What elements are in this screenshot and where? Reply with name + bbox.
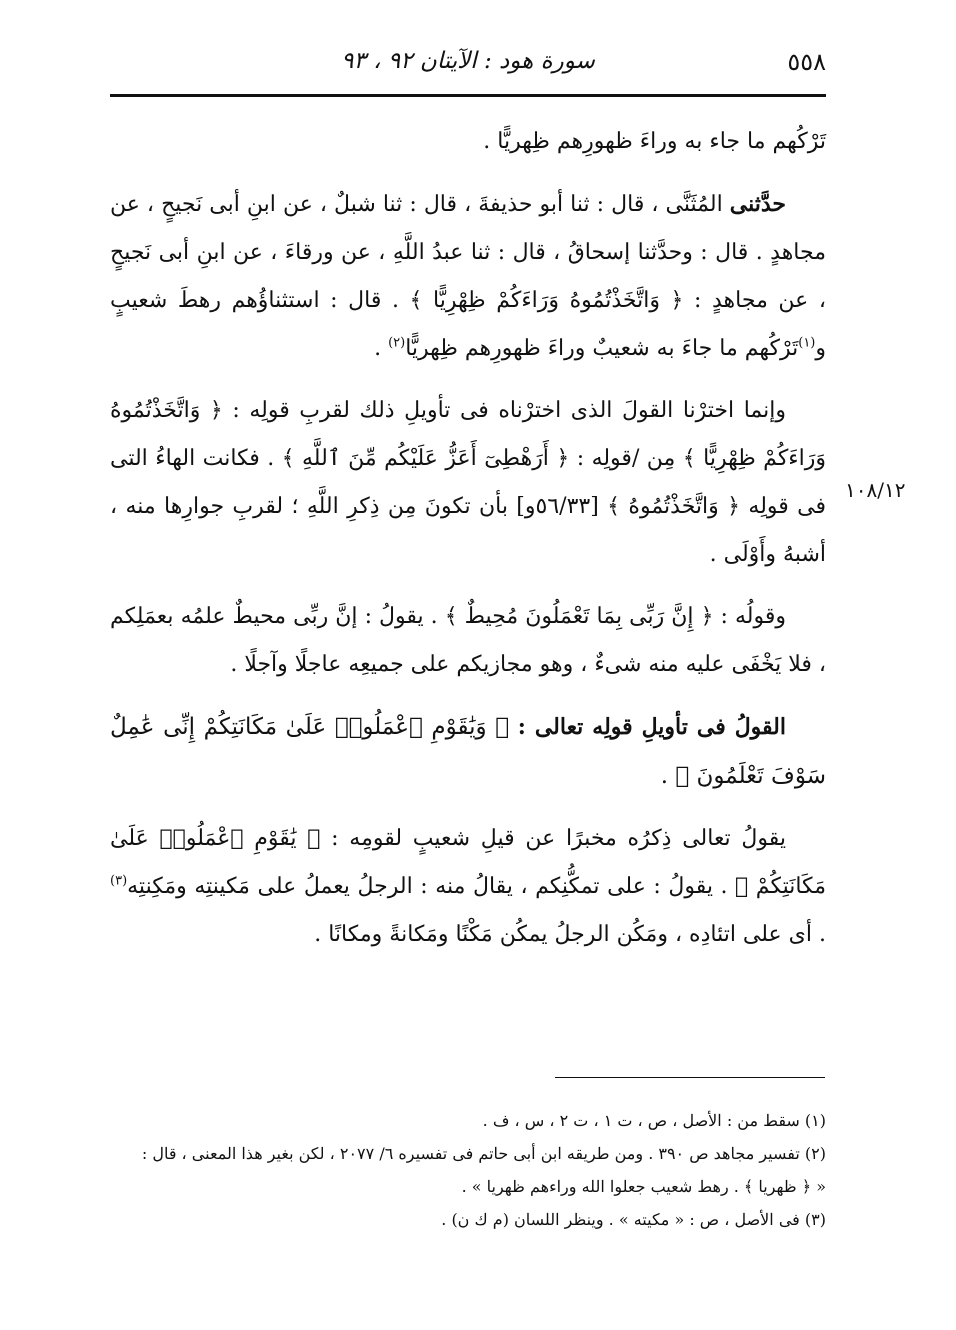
paragraph-5 bbox=[110, 703, 826, 801]
footnote-2: (٢) تفسير مجاهد ص ٣٩٠ . ومن طريقه ابن أبى حاتم فى تفسيره ٦/ ٢٠٧٧ ، لكن بغير هذا المعنى ، قال : bbox=[141, 1144, 826, 1163]
paragraph-2 bbox=[110, 180, 826, 373]
footnote-2-cont: « ﴿ ظهريا ﴾ . رهط شعيب جعلوا الله وراءهم ظهريا » . bbox=[461, 1177, 826, 1196]
paragraph-4-text: وقولُه : ﴿ إِنَّ رَبِّى بِمَا تَعْمَلُونَ مُحِيطٌ ﴾ . يقولُ : إنَّ ربِّى محيطٌ علمُه بعمَلِكم ، فلا يَخْفَى عليه منه شىءٌ ، وهو مجازيكم على جميعِه عاجلًا وآجلًا . bbox=[110, 604, 826, 677]
section-heading: القولُ فى تأويلِ قولِه تعالى : bbox=[517, 714, 786, 740]
verse-quote: ﴿ وَيَٰقَوْمِ ٱعْمَلُوا۟ عَلَىٰ مَكَانَتِكُمْ إِنِّى عَٰمِلٌ سَوْفَ تَعْلَمُونَ ﴾ . bbox=[110, 714, 826, 789]
footnote-marker-2: (٢) bbox=[388, 335, 406, 351]
header-rule bbox=[110, 94, 826, 97]
footnote-marker-3: (٣) bbox=[110, 873, 128, 889]
footnotes bbox=[110, 1104, 826, 1236]
footnote-3: (٣) فى الأصل ، ص : « مكيته » . وينظر اللسان (م ك ن) . bbox=[441, 1210, 826, 1229]
paragraph-1 bbox=[110, 118, 826, 166]
paragraph-6-end: . أى على اتئادِه ، ومَكُن الرجلُ يمكُن مَكْنًا ومَكانةً ومكانًا . bbox=[314, 922, 826, 947]
paragraph-2-text: المُثَنَّى ، قال : ثنا أبو حذيفةَ ، قال : ثنا شبلٌ ، عن ابنِ أبى نَجيحٍ ، عن مجاهدٍ . قال : وحدَّثنا إسحاقُ ، قال : ثنا عبدُ اللَّهِ ، عن ورقاءَ ، عن ابنِ أبى نَجيحٍ ، عن مجاهدٍ : ﴿ وَاتَّخَذْتُمُوهُ وَرَاءَكُمْ ظِهْرِيًّا ﴾ . قال : استثناؤُهم رهطَ شعيبٍ و bbox=[110, 192, 826, 361]
page-header bbox=[110, 40, 826, 86]
footnote-marker-1: (١) bbox=[798, 335, 816, 351]
paragraph-3 bbox=[110, 387, 826, 579]
footnote-1: (١) سقط من : الأصل ، ص ، ت ١ ، ت ٢ ، س ، ف . bbox=[482, 1111, 826, 1130]
margin-reference: ١٠٨/١٢ bbox=[845, 478, 906, 502]
paragraph-4 bbox=[110, 593, 826, 689]
footnote-rule bbox=[555, 1077, 825, 1078]
paragraph-3-text: وإنما اخترْنا القولَ الذى اخترْناه فى تأويلِ ذلك لقربِ قولِه : ﴿ وَاتَّخَذْتُمُوهُ وَرَاءَكُمْ ظِهْرِيًّا ﴾ مِن /قولِه : ﴿ أَرَهْطِىٓ أَعَزُّ عَلَيْكُم مِّنَ ٱللَّهِ ﴾ . فكانت الهاءُ التى فى قولِه ﴿ وَاتَّخَذْتُمُوهُ ﴾ [٥٦/٣٣و] بأن تكونَ مِن ذِكرِ اللَّهِ ؛ لقربِ جوارِها منه ، أشبهُ وأَوْلَى . bbox=[110, 398, 827, 567]
paragraph-6 bbox=[110, 815, 826, 959]
paragraph-6-text: يقولُ تعالى ذِكرُه مخبرًا عن قيلِ شعيبٍ لقومِه : ﴿ يَٰقَوْمِ ٱعْمَلُوا۟ عَلَىٰ مَكَانَتِكُمْ ﴾ . يقولُ : على تمكُّنِكم ، يقالُ منه : الرجلُ يعملُ على مَكينتِه ومَكِنتِه bbox=[110, 826, 826, 899]
main-text bbox=[110, 118, 826, 973]
paragraph-2-end: . bbox=[374, 336, 389, 361]
running-title: سورة هود : الآيتان ٩٢ ، ٩٣ bbox=[341, 48, 595, 74]
page-number: ٥٥٨ bbox=[787, 48, 826, 76]
paragraph-1-text: تَرْكُهم ما جاء به وراءَ ظهورِهم ظِهريًّا . bbox=[483, 129, 826, 154]
isnad-lead: حدَّثنى bbox=[729, 191, 786, 217]
paragraph-2-text-2: تَرْكُهم ما جاءَ به شعيبٌ وراءَ ظهورِهم ظِهريًّا bbox=[405, 336, 799, 361]
